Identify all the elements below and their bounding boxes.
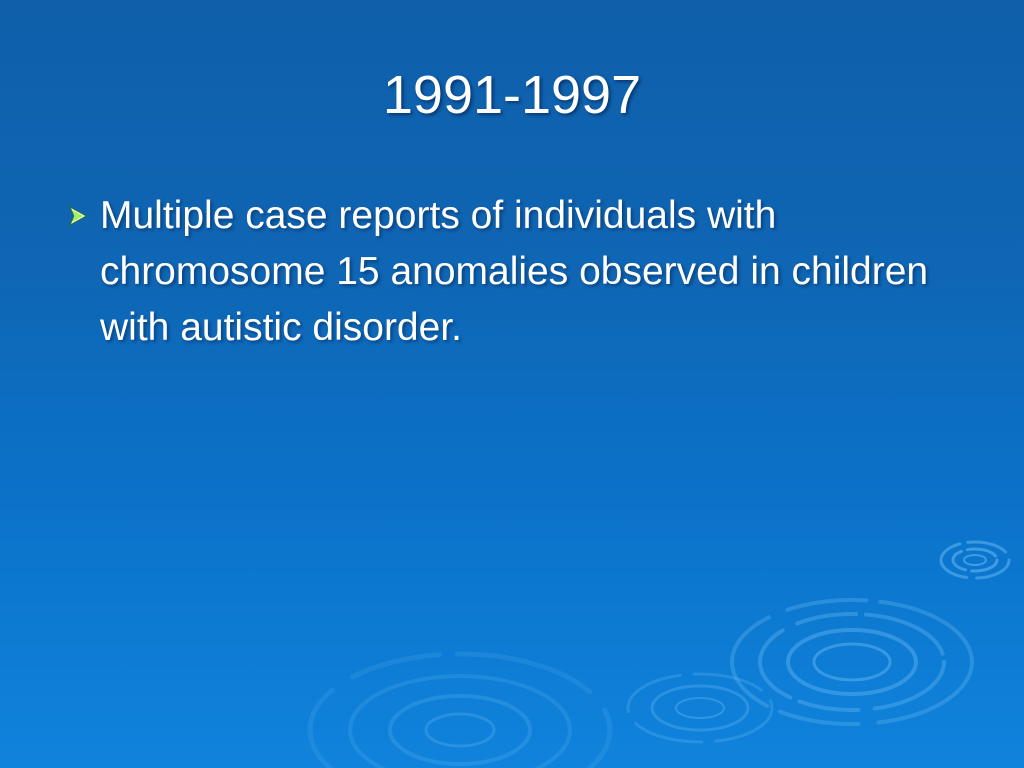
bullet-list [60, 188, 940, 356]
slide-title: 1991-1997 [382, 65, 642, 125]
bullet-item [60, 188, 940, 356]
bullet-text: Multiple case reports of individuals with chromosome 15 anomalies observed in children with autistic disorder. [100, 194, 929, 349]
arrow-bullet-icon [66, 204, 90, 228]
